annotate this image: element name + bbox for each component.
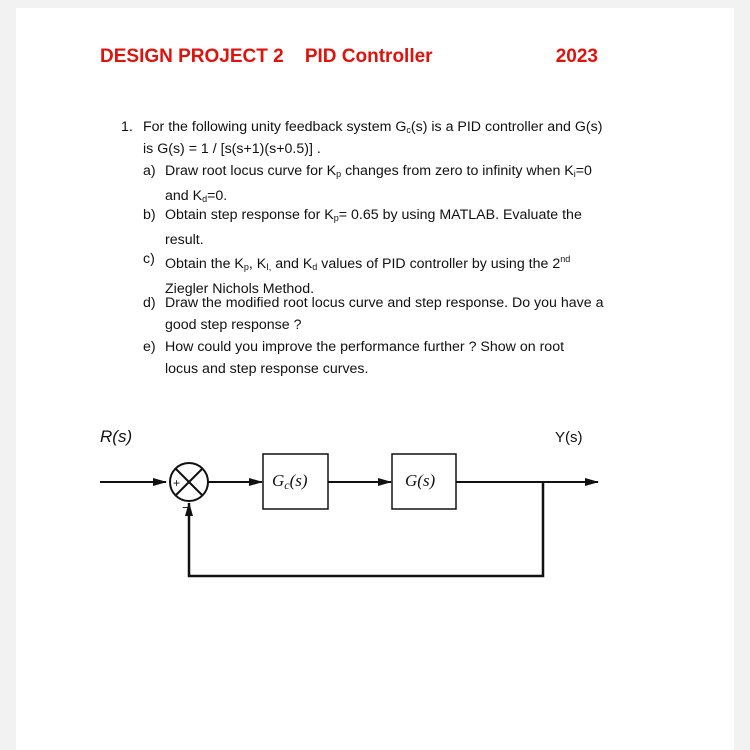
controller-symbol: G <box>272 471 285 490</box>
question-number: 1. <box>121 119 133 135</box>
part-e-seg: How could you improve the performance further ? Show on root <box>165 339 565 355</box>
part-b-seg: = 0.65 by using MATLAB. Evaluate the <box>338 207 582 223</box>
part-b-seg: result. <box>165 232 204 248</box>
part-a-seg: =0. <box>207 188 228 204</box>
subscript: d <box>312 262 318 272</box>
part-c-seg: , K <box>248 256 267 272</box>
part-b-seg: Obtain step response for K <box>165 207 334 223</box>
part-e-letter: e) <box>143 339 156 355</box>
project-subtitle: PID Controller <box>304 46 433 67</box>
project-name: DESIGN PROJECT 2 <box>100 46 284 67</box>
subscript: p <box>243 262 249 272</box>
part-d-seg: good step response ? <box>165 317 302 333</box>
part-d-letter: d) <box>143 295 156 311</box>
part-c-seg: Obtain the K <box>165 256 244 272</box>
subscript: p <box>336 169 342 179</box>
part-a-letter: a) <box>143 163 156 179</box>
plant-block-label: G(s) <box>405 471 436 490</box>
feedback-path <box>189 482 543 576</box>
part-a-seg: Draw root locus curve for K <box>165 163 337 179</box>
subscript: c <box>406 125 411 135</box>
subscript: i <box>573 169 576 179</box>
project-year: 2023 <box>555 46 598 67</box>
question-line-1-text-end: (s) is a PID controller and G(s) <box>410 119 603 135</box>
subscript: I, <box>266 262 272 272</box>
part-c-seg: and K <box>271 256 313 272</box>
question-line-1-text: For the following unity feedback system G <box>143 119 407 135</box>
question-line-2: is G(s) = 1 / [s(s+1)(s+0.5)] . <box>143 141 321 157</box>
controller-argument: (s) <box>289 471 308 490</box>
minus-sign: − <box>182 500 190 515</box>
input-label: R(s) <box>100 427 133 446</box>
subscript: p <box>333 213 339 223</box>
part-c-letter: c) <box>143 251 155 267</box>
part-d-seg: Draw the modified root locus curve and step response. Do you have a <box>165 295 604 311</box>
part-a-seg: and K <box>165 188 203 204</box>
part-b-letter: b) <box>143 207 156 223</box>
controller-block-label <box>272 471 308 492</box>
part-a-seg: =0 <box>575 163 592 179</box>
part-a-seg: changes from zero to infinity when K <box>341 163 574 179</box>
plus-sign: + <box>173 476 181 490</box>
subscript: d <box>202 194 208 204</box>
part-c-seg: values of PID controller by using the 2 <box>317 256 561 272</box>
controller-subscript: c <box>284 478 290 492</box>
part-e-seg: locus and step response curves. <box>165 361 369 377</box>
part-c-seg: Ziegler Nichols Method. <box>165 281 315 297</box>
superscript: nd <box>560 254 571 264</box>
output-label: Y(s) <box>555 429 583 446</box>
